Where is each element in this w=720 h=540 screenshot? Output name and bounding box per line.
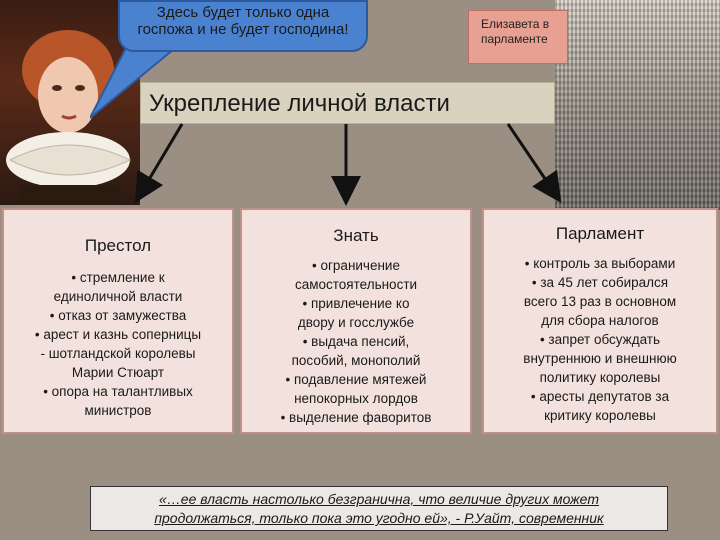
parliament-engraving: [555, 0, 720, 210]
list-item: министров: [84, 403, 152, 418]
list-item: всего 13 раз в основном: [523, 294, 677, 309]
list-item: • стремление к: [71, 270, 165, 285]
card-list: [484, 254, 716, 425]
card-parliament: [482, 208, 718, 434]
quote-line: продолжаться, только пока это угодно ей», - Р.Уайт, современник: [154, 510, 604, 526]
speech-bubble-line: госпожа и не будет господина!: [137, 21, 349, 38]
list-item: • запрет обсуждать: [539, 332, 661, 347]
list-item: внутреннюю и внешнюю: [523, 351, 677, 366]
list-item: • привлечение ко: [302, 296, 410, 311]
arrow-left: [138, 124, 182, 198]
quote-box: [90, 486, 668, 531]
list-item: • выдача пенсий,: [302, 334, 410, 349]
list-item: • выделение фаворитов: [280, 410, 432, 425]
parliament-label-line: Елизавета в: [481, 17, 550, 31]
card-heading: Престол: [84, 236, 152, 255]
card-nobility: [240, 208, 472, 434]
parliament-label-line: парламенте: [481, 32, 548, 46]
list-item: • аресты депутатов за: [530, 389, 670, 404]
quote-line: «…ее власть настолько безгранична, что величие других может: [159, 491, 599, 507]
list-item: • контроль за выборами: [524, 256, 676, 271]
diagram-title: Укрепление личной власти: [140, 82, 555, 124]
card-throne: [2, 208, 234, 434]
card-heading: Знать: [333, 226, 379, 245]
list-item: политику королевы: [539, 370, 661, 385]
speech-bubble: [118, 0, 368, 52]
list-item: двору и госслужбе: [297, 315, 415, 330]
list-item: • ограничение: [312, 258, 400, 273]
list-item: • опора на талантливых: [43, 384, 193, 399]
list-item: • арест и казнь соперницы: [34, 327, 202, 342]
list-item: • подавление мятежей: [285, 372, 427, 387]
speech-bubble-line: Здесь будет только одна: [156, 4, 330, 21]
list-item: • отказ от замужества: [49, 308, 187, 323]
card-list: [4, 268, 232, 420]
parliament-image-label: [468, 10, 568, 64]
list-item: единоличной власти: [53, 289, 183, 304]
list-item: Марии Стюарт: [71, 365, 165, 380]
arrow-right: [508, 124, 558, 198]
list-item: • за 45 лет собирался: [531, 275, 669, 290]
list-item: пособий, монополий: [291, 353, 421, 368]
list-item: для сбора налогов: [541, 313, 659, 328]
card-list: [242, 256, 470, 427]
card-heading: Парламент: [555, 224, 645, 243]
list-item: непокорных лордов: [294, 391, 418, 406]
list-item: - шотландской королевы: [40, 346, 196, 361]
list-item: критику королевы: [544, 408, 656, 423]
list-item: самостоятельности: [294, 277, 418, 292]
